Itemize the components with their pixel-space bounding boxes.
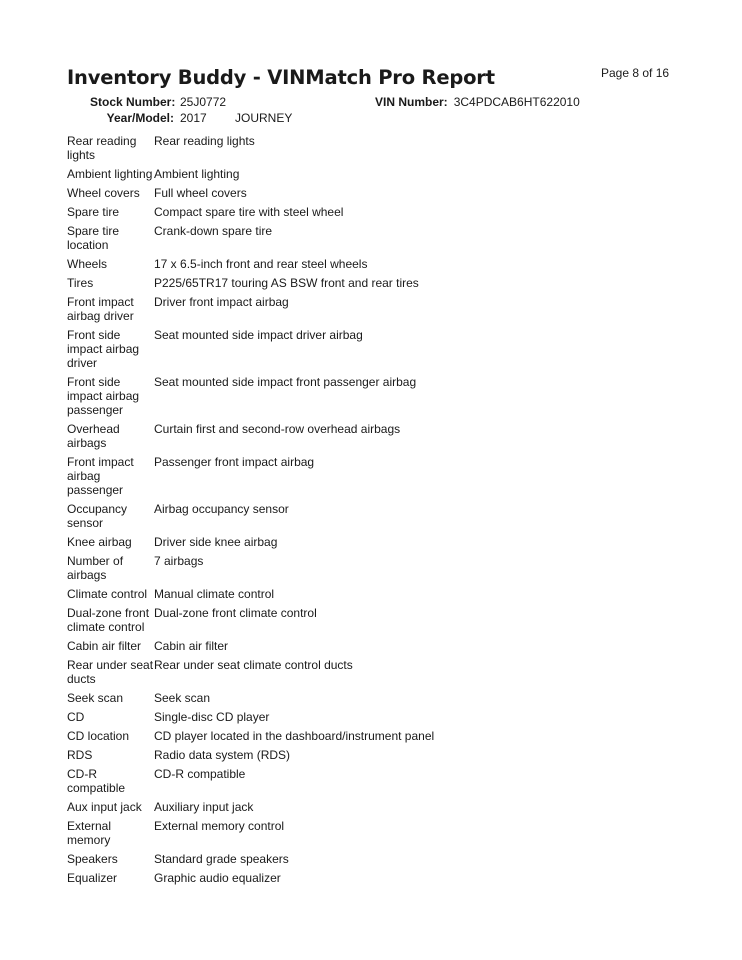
stock-number-field [90,95,226,109]
spec-value: Ambient lighting [154,167,240,181]
spec-key: CD-R compatible [67,767,126,795]
spec-value: Cabin air filter [154,639,229,653]
spec-key: Rear under seat ducts [67,658,154,686]
spec-row [67,819,667,852]
spec-value: Single-disc CD player [154,710,270,724]
spec-key: Cabin air filter [67,639,142,653]
spec-value: Rear reading lights [154,134,255,148]
spec-key: Knee airbag [67,535,132,549]
spec-value: Passenger front impact airbag [154,455,315,469]
spec-value: Crank-down spare tire [154,224,273,238]
spec-key: Rear reading lights [67,134,137,162]
spec-key: Front side impact airbag driver [67,328,140,370]
spec-key: Climate control [67,587,148,601]
spec-value: Dual-zone front climate control [154,606,317,620]
spec-row [67,535,667,554]
spec-key: Front side impact airbag passenger [67,375,140,417]
spec-value: CD-R compatible [154,767,246,781]
spec-key: Overhead airbags [67,422,120,450]
spec-key: Dual-zone front climate control [67,606,150,634]
spec-row [67,691,667,710]
report-title: Inventory Buddy - VINMatch Pro Report [67,66,495,89]
spec-key: Front impact airbag driver [67,295,134,323]
spec-value: Driver front impact airbag [154,295,289,309]
spec-key: Aux input jack [67,800,142,814]
spec-key: Wheel covers [67,186,140,200]
spec-value: Seat mounted side impact driver airbag [154,328,363,342]
spec-key: Speakers [67,852,118,866]
spec-row [67,748,667,767]
spec-row [67,224,667,257]
spec-row [67,186,667,205]
spec-value: Full wheel covers [154,186,247,200]
spec-row [67,852,667,871]
spec-row [67,639,667,658]
spec-value: 17 x 6.5-inch front and rear steel wheels [154,257,368,271]
spec-row [67,502,667,535]
spec-key: Seek scan [67,691,124,705]
year-model-label: Year/Model: [106,111,174,125]
spec-row [67,205,667,224]
page-number: Page 8 of 16 [601,66,670,80]
spec-value: CD player located in the dashboard/instrument panel [154,729,435,743]
vin-number-label: VIN Number: [375,95,448,109]
spec-row [67,587,667,606]
spec-row [67,257,667,276]
spec-row [67,767,667,800]
spec-value: Manual climate control [154,587,275,601]
spec-key: Tires [67,276,94,290]
spec-key: Wheels [67,257,108,271]
spec-value: P225/65TR17 touring AS BSW front and rear tires [154,276,419,290]
spec-row [67,455,667,502]
spec-row [67,800,667,819]
spec-row [67,606,667,639]
year-value: 2017 [180,111,207,125]
spec-value: Compact spare tire with steel wheel [154,205,344,219]
spec-row [67,276,667,295]
spec-row [67,167,667,186]
spec-key: CD [67,710,85,724]
spec-key: Front impact airbag passenger [67,455,134,497]
spec-value: Graphic audio equalizer [154,871,281,885]
spec-row [67,658,667,691]
spec-list [67,134,667,890]
spec-value: Rear under seat climate control ducts [154,658,353,672]
spec-key: Occupancy sensor [67,502,128,530]
spec-row [67,295,667,328]
spec-key: Spare tire [67,205,120,219]
model-value: JOURNEY [235,111,293,125]
spec-row [67,729,667,748]
spec-row [67,871,667,890]
spec-key: Ambient lighting [67,167,153,181]
stock-number-value: 25J0772 [180,95,227,109]
spec-value: Seat mounted side impact front passenger airbag [154,375,417,389]
spec-value: Auxiliary input jack [154,800,254,814]
spec-value: Driver side knee airbag [154,535,278,549]
spec-row [67,134,667,167]
spec-value: Standard grade speakers [154,852,289,866]
spec-value: 7 airbags [154,554,204,568]
spec-value: Radio data system (RDS) [154,748,291,762]
spec-value: Curtain first and second-row overhead airbags [154,422,401,436]
spec-value: Airbag occupancy sensor [154,502,289,516]
spec-key: RDS [67,748,93,762]
spec-value: Seek scan [154,691,211,705]
spec-row [67,375,667,422]
spec-row [67,328,667,375]
spec-row [67,422,667,455]
spec-key: Equalizer [67,871,118,885]
spec-key: CD location [67,729,130,743]
spec-key: Number of airbags [67,554,124,582]
vin-number-value: 3C4PDCAB6HT622010 [453,95,580,109]
vin-number-field [375,95,580,109]
spec-key: Spare tire location [67,224,120,252]
spec-key: External memory [67,819,112,847]
stock-number-label: Stock Number: [90,95,176,109]
spec-row [67,554,667,587]
year-model-field [90,111,207,125]
spec-row [67,710,667,729]
spec-value: External memory control [154,819,285,833]
